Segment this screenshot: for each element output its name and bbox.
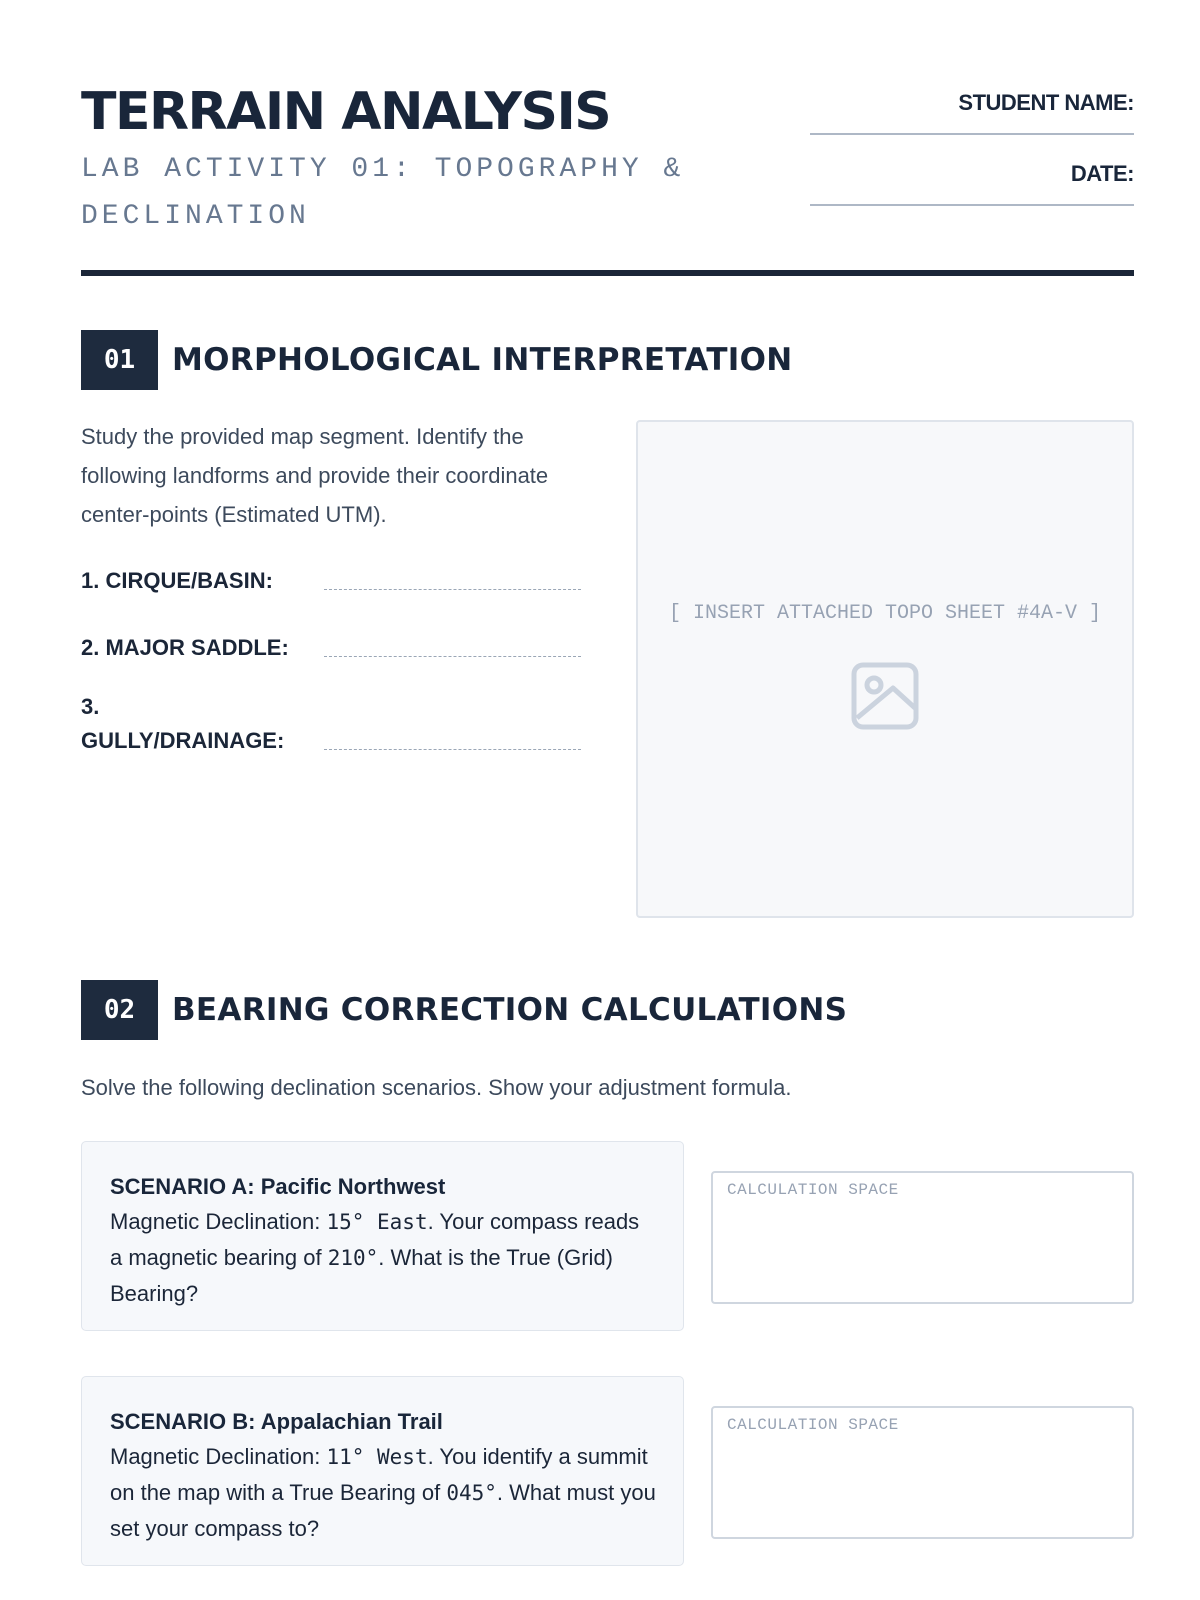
topo-map-caption: [ INSERT ATTACHED TOPO SHEET #4A-V ] (668, 602, 1102, 625)
landform-row (81, 690, 581, 758)
section-1-instructions: Study the provided map segment. Identify the following landforms and provide their coordinate center-points (Estimated UTM). (81, 424, 549, 527)
calculation-space-label: CALCULATION SPACE (727, 1181, 899, 1199)
landform-answer-line[interactable] (324, 749, 581, 750)
calculation-space-box[interactable] (711, 1406, 1134, 1539)
declination-value: 15° East (326, 1210, 428, 1234)
worksheet-page (81, 0, 1134, 1600)
landform-row (81, 558, 581, 598)
landform-label: 2. MAJOR SADDLE: (81, 635, 289, 660)
scenario-title: SCENARIO A: Pacific Northwest (110, 1174, 446, 1199)
scenario-text: . What is the True (Grid) Bearing? (110, 1245, 614, 1306)
date-field[interactable] (810, 204, 1134, 206)
landform-label: 1. CIRQUE/BASIN: (81, 568, 273, 593)
section-2-title: BEARING CORRECTION CALCULATIONS (172, 992, 848, 1028)
landform-row (81, 625, 581, 665)
landform-answer-line[interactable] (324, 656, 581, 657)
scenario-text: Magnetic Declination: (110, 1444, 327, 1469)
section-2-header (81, 980, 1134, 1040)
image-placeholder-icon (851, 662, 919, 730)
bearing-value: 210° (327, 1246, 379, 1270)
section-1-number: 01 (81, 330, 158, 390)
landform-answer-line[interactable] (324, 589, 581, 590)
student-name-label: STUDENT NAME: (958, 90, 1134, 115)
scenario-text: . What must you set your compass to? (110, 1480, 656, 1541)
section-1-header (81, 330, 1134, 390)
section-2-number: 02 (81, 980, 158, 1040)
student-name-field[interactable] (810, 133, 1134, 135)
calculation-space-label: CALCULATION SPACE (727, 1416, 899, 1434)
scenario-title: SCENARIO B: Appalachian Trail (110, 1409, 443, 1434)
section-1-title: MORPHOLOGICAL INTERPRETATION (172, 342, 793, 378)
scenario-question (110, 1439, 657, 1546)
scenario-text: Magnetic Declination: (110, 1209, 327, 1234)
worksheet-title: TERRAIN ANALYSIS (81, 82, 611, 142)
bearing-value: 045° (446, 1481, 497, 1505)
scenario-question (110, 1204, 657, 1311)
header-divider (81, 270, 1134, 276)
scenario-card (81, 1376, 684, 1566)
worksheet-subtitle: LAB ACTIVITY 01: TOPOGRAPHY & DECLINATION (81, 154, 685, 232)
student-fields (810, 88, 1134, 230)
scenario-text: . Your compass reads a magnetic bearing of (110, 1209, 640, 1270)
landform-label: 3. GULLY/DRAINAGE: (81, 694, 285, 753)
calculation-space-box[interactable] (711, 1171, 1134, 1304)
scenario-card (81, 1141, 684, 1331)
section-2-instructions: Solve the following declination scenarios. Show your adjustment formula. (81, 1075, 792, 1100)
date-label: DATE: (1070, 161, 1134, 186)
scenario-text: . You identify a summit on the map with a True Bearing of (110, 1444, 648, 1505)
topo-map-placeholder (636, 420, 1134, 918)
declination-value: 11° West (326, 1445, 428, 1469)
